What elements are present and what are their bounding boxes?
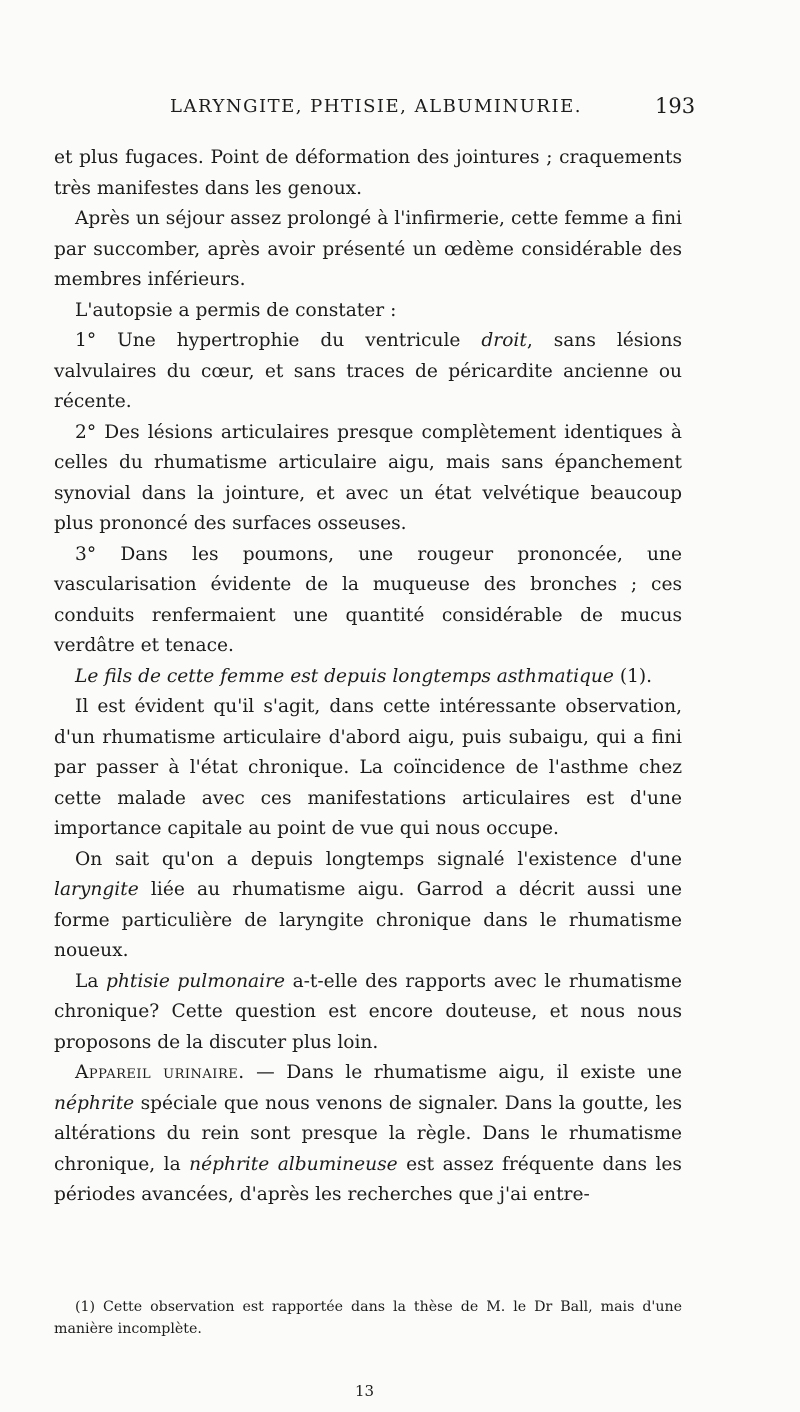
paragraph: L'autopsie a permis de constater :: [75, 299, 397, 321]
text-run: liée au rhumatisme aigu. Garrod a décrit aussi une forme particulière de laryngite chronique dans le rhumatisme noueux.: [54, 879, 682, 961]
italic-term: phtisie pulmonaire: [106, 970, 285, 992]
paragraph: 2° Des lésions articulaires presque complètement identiques à celles du rhumatisme articulaire aigu, mais sans épanchement synovial dans la jointure, et avec un état velvétique beaucoup plus prononcé des surfaces osseuses.: [54, 421, 682, 534]
paragraph: Il est évident qu'il s'agit, dans cette intéressante observation, d'un rhumatisme articulaire d'abord aigu, puis subaigu, qui a fini par passer à l'état chronique. La coïncidence de l'asthme chez cette malade avec ces manifestations articulaires est d'une importance capitale au point de vue qui nous occupe.: [54, 696, 682, 839]
paragraph: [54, 967, 682, 1059]
italic-sentence: Le fils de cette femme est depuis longtemps asthmatique: [75, 665, 614, 687]
italic-term: droit: [481, 330, 527, 351]
running-title: LARYNGITE, PHTISIE, ALBUMINURIE.: [170, 96, 582, 117]
signature-mark: 13: [355, 1382, 375, 1400]
section-heading: Appareil urinaire.: [75, 1062, 245, 1083]
page-number: 193: [655, 94, 696, 118]
paragraph: [54, 845, 682, 967]
paragraph: 3° Dans les poumons, une rougeur prononcée, une vascularisation évidente de la muqueuse des bronches ; ces conduits renfermaient une quantité considérable de mucus verdâtre et tenace.: [54, 543, 682, 656]
italic-term: néphrite: [54, 1092, 135, 1114]
text-run: spéciale que nous venons de signaler. Dans la goutte, les altérations du rein sont presque la règle. Dans le rhumatisme chronique, la: [54, 1092, 682, 1175]
footnote-text: (1) Cette observation est rapportée dans la thèse de M. le Dr Ball, mais d'une manière incomplète.: [54, 1299, 682, 1337]
running-head: [0, 96, 800, 128]
text-run: On sait qu'on a depuis longtemps signalé l'existence d'une: [75, 848, 682, 870]
paragraph: [54, 326, 682, 418]
italic-term: néphrite albumineuse: [189, 1153, 398, 1175]
text-run: 1° Une hypertrophie du ventricule: [75, 330, 482, 351]
text-run: est assez fréquente dans les périodes avancées, d'après les recherches que j'ai entre-: [54, 1153, 682, 1205]
italic-term: laryngite: [54, 879, 139, 900]
text-run: , sans lésions valvulaires du cœur, et sans traces de péricardite ancienne ou récente.: [54, 330, 682, 412]
paragraph: [54, 1058, 682, 1211]
footnote: [54, 1296, 682, 1340]
main-text: [54, 143, 682, 1211]
paragraph: Après un séjour assez prolongé à l'infirmerie, cette femme a fini par succomber, après avoir présenté un œdème considérable des membres inférieurs.: [54, 208, 682, 290]
text-run: — Dans le rhumatisme aigu, il existe une: [244, 1062, 682, 1083]
paragraph: [54, 662, 682, 693]
text-run: a-t-elle des rapports avec le rhumatisme chronique? Cette question est encore douteuse, et nous nous proposons de la discuter plus loin.: [54, 970, 683, 1053]
text-run: La: [75, 970, 107, 992]
footnote-ref: (1).: [613, 665, 653, 687]
paragraph: et plus fugaces. Point de déformation des jointures ; craquements très manifestes dans les genoux.: [54, 147, 682, 199]
